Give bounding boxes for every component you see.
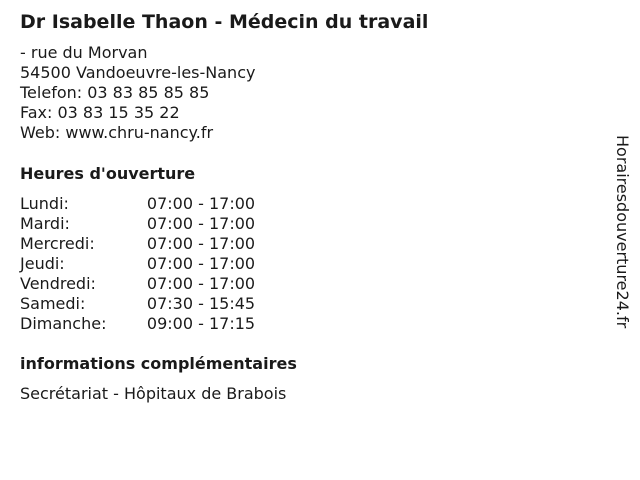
- additional-info-heading: informations complémentaires: [20, 354, 297, 373]
- time-range: 07:30 - 15:45: [146, 294, 256, 313]
- time-range: 07:00 - 17:00: [146, 274, 256, 293]
- hours-row-monday: [20, 194, 266, 214]
- hours-row-sunday: [20, 314, 266, 334]
- phone-number: Telefon: 03 83 85 85 85: [20, 83, 210, 102]
- time-range: 09:00 - 17:15: [146, 314, 256, 333]
- street-address: - rue du Morvan: [20, 43, 148, 62]
- time-range: 07:00 - 17:00: [146, 254, 256, 273]
- hours-row-tuesday: [20, 214, 266, 234]
- time-range: 07:00 - 17:00: [146, 214, 256, 233]
- hours-row-wednesday: [20, 234, 266, 254]
- additional-info-text: Secrétariat - Hôpitaux de Brabois: [20, 384, 287, 403]
- site-watermark: Horairesdouverture24.fr: [613, 135, 632, 329]
- address-block: [20, 43, 255, 143]
- page-title: Dr Isabelle Thaon - Médecin du travail: [20, 11, 429, 33]
- hours-row-friday: [20, 274, 266, 294]
- day-label: Lundi:: [20, 194, 69, 213]
- day-label: Vendredi:: [20, 274, 96, 293]
- city-address: 54500 Vandoeuvre-les-Nancy: [20, 63, 256, 82]
- day-label: Mardi:: [20, 214, 70, 233]
- hours-row-saturday: [20, 294, 266, 314]
- day-label: Samedi:: [20, 294, 86, 313]
- day-label: Mercredi:: [20, 234, 95, 253]
- time-range: 07:00 - 17:00: [146, 194, 256, 213]
- hours-row-thursday: [20, 254, 266, 274]
- time-range: 07:00 - 17:00: [146, 234, 256, 253]
- opening-hours-heading: Heures d'ouverture: [20, 164, 196, 183]
- website: Web: www.chru-nancy.fr: [20, 123, 214, 142]
- day-label: Dimanche:: [20, 314, 107, 333]
- opening-hours-table: [20, 194, 266, 334]
- day-label: Jeudi:: [20, 254, 65, 273]
- fax-number: Fax: 03 83 15 35 22: [20, 103, 180, 122]
